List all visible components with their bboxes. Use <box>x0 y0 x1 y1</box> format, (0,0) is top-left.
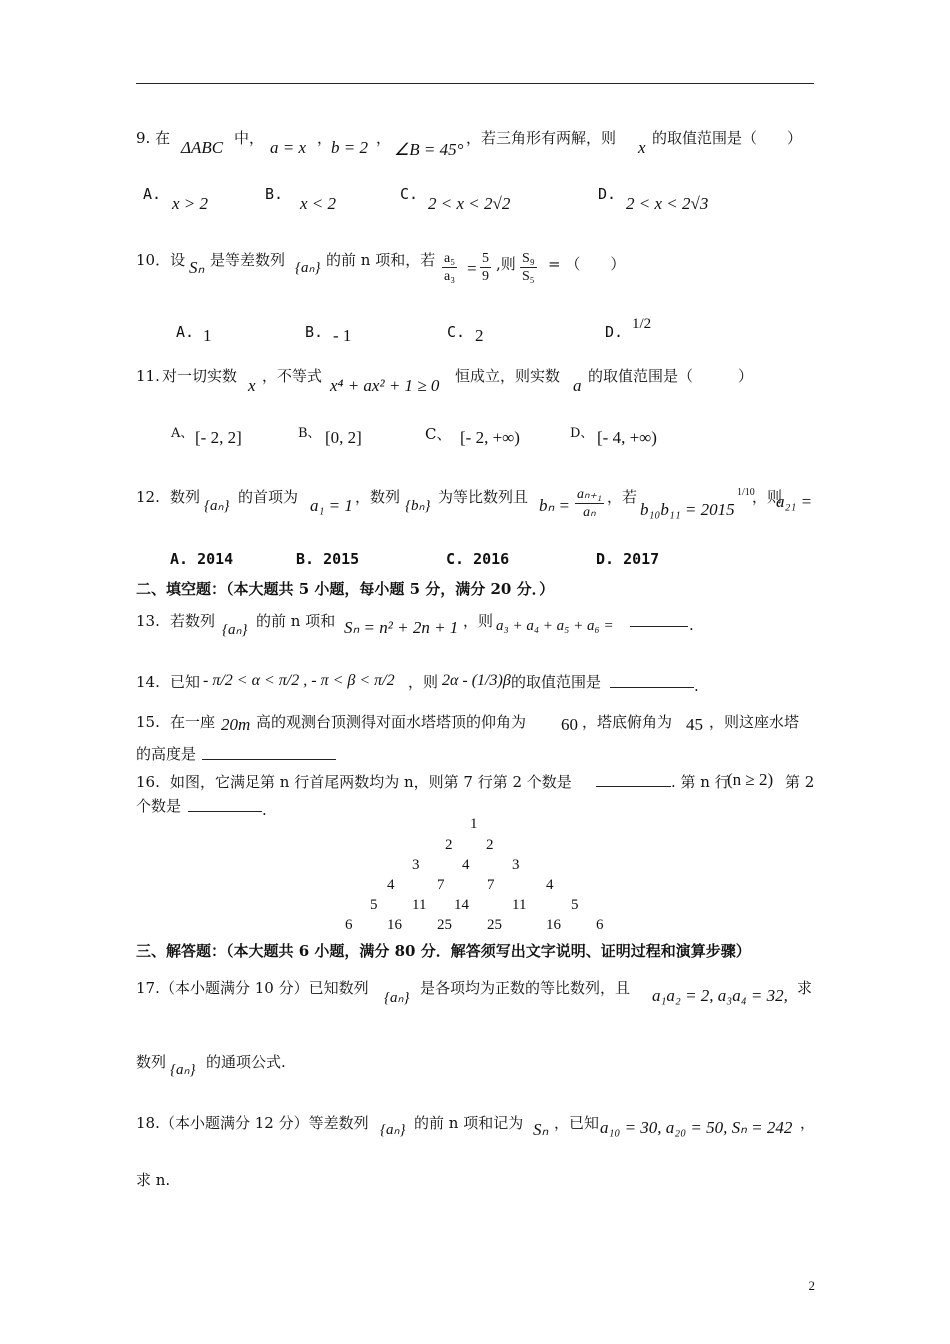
q12-option-c: C. 2016 <box>446 550 510 568</box>
q17-condition: a₁a₂ = 2, a₃a₄ = 32, <box>652 986 788 1005</box>
triangle-cell: 4 <box>462 857 470 873</box>
q11-option-b: [0, 2] <box>325 428 362 447</box>
q10-option-b-label: B. <box>305 323 324 341</box>
q9-option-b: x < 2 <box>300 194 337 213</box>
triangle-cell: 5 <box>571 897 579 913</box>
q9-option-c: 2 < x < 2√2 <box>428 194 511 213</box>
q16-number: 16. <box>136 773 160 791</box>
q17-seq: {aₙ} <box>384 990 410 1006</box>
q15-text-2: 高的观测台顶测得对面水塔塔顶的仰角为 <box>256 713 527 731</box>
triangle-cell: 11 <box>412 897 427 913</box>
q12-text-4: 为等比数列且 <box>438 488 529 506</box>
q12-text-2: 的首项为 <box>238 488 299 506</box>
q12-frac: $\frac{\text{aₙ₊₁}}{\text{aₙ}}$ <box>577 487 602 520</box>
q11-option-c: [- 2, +∞) <box>460 428 520 447</box>
q12-text-6: ，则 <box>752 488 783 506</box>
q11-text-3: 恒成立，则实数 <box>455 367 561 385</box>
q16-answer-blank-1[interactable] <box>596 772 671 787</box>
q15-text-5: 的高度是 <box>136 745 197 763</box>
q10-text-4: = （ ） <box>548 255 626 273</box>
q18-text-3: ，已知 <box>554 1114 600 1132</box>
q16-text-3: 第 2 <box>785 773 815 791</box>
q15-text-3: ，塔底俯角为 <box>582 713 673 731</box>
q17-seq2: {aₙ} <box>170 1062 196 1078</box>
section-2-heading: 二、填空题：（本大题共 5 小题，每小题 5 分，满分 20 分．） <box>136 580 555 598</box>
triangle-cell: 16 <box>546 917 561 933</box>
q18-sn: Sₙ <box>533 1120 549 1139</box>
q10-seq: {aₙ} <box>295 260 321 276</box>
triangle-cell: 3 <box>512 857 520 873</box>
q10-text-1: 是等差数列 <box>210 251 286 269</box>
q11-text-1: 对一切实数 <box>162 367 238 385</box>
q12-text-5: ，若 <box>607 488 638 506</box>
q12-option-b: B. 2015 <box>296 550 360 568</box>
q11-var2: a <box>573 376 582 395</box>
q14-answer-blank[interactable] <box>610 673 694 688</box>
q18-condition: a₁₀ = 30, a₂₀ = 50, Sₙ = 242 <box>600 1118 793 1137</box>
q14-text-2: ，则 <box>408 673 439 691</box>
q9-option-d-label: D. <box>598 185 617 203</box>
q11-option-a-label: A、 <box>171 426 194 441</box>
q10-frac-1: $\frac{\text{a₅}}{\text{a₃}}$ <box>444 251 456 284</box>
q11-text-2: ，不等式 <box>262 367 323 385</box>
q10-option-a: 1 <box>203 326 212 345</box>
q13-end: . <box>689 616 694 634</box>
q16-condition: (n ≥ 2) <box>727 770 774 789</box>
header-rule <box>136 83 814 84</box>
triangle-cell: 5 <box>370 897 378 913</box>
triangle-cell: 25 <box>487 917 502 933</box>
q12-option-a: A. 2014 <box>170 550 234 568</box>
q13-sn: Sₙ = n² + 2n + 1 <box>344 618 459 637</box>
q18-text-4: ， <box>800 1114 816 1132</box>
q9-option-a: x > 2 <box>172 194 209 213</box>
triangle-cell: 25 <box>437 917 452 933</box>
q9-option-c-label: C. <box>400 185 419 203</box>
q9-option-b-label: B. <box>265 185 284 203</box>
q9-cond-1: a = x <box>270 138 307 157</box>
triangle-cell: 4 <box>546 877 554 893</box>
q10-frac-2: $\frac{5}{9}$ <box>482 251 489 284</box>
q16-answer-blank-2[interactable] <box>188 797 262 812</box>
q18-number: 18. <box>136 1114 160 1132</box>
q9-text-3: ，若三角形有两解，则 <box>466 129 617 147</box>
q12-bn: bₙ = <box>539 496 570 515</box>
q10-eq: = <box>467 259 477 278</box>
q14-condition: - π/2 < α < π/2 , - π < β < π/2 <box>203 672 395 689</box>
q15-text-4: ，则这座水塔 <box>709 713 800 731</box>
q12-seq: {aₙ} <box>204 498 230 514</box>
q11-option-b-label: B、 <box>298 426 321 441</box>
triangle-cell: 16 <box>387 917 402 933</box>
q18-text-1: （本小题满分 12 分）等差数列 <box>160 1114 369 1132</box>
q13-text-1: 若数列 <box>170 612 216 630</box>
q14-number: 14. <box>136 673 160 691</box>
q10-option-d-label: D. <box>605 323 624 341</box>
q10-option-c: 2 <box>475 326 484 345</box>
q13-text-3: ，则 <box>463 612 494 630</box>
q10-sn: Sₙ <box>189 258 205 277</box>
q12-option-d: D. 2017 <box>596 550 660 568</box>
q12-exponent: 1/10 <box>737 487 755 498</box>
q10-option-a-label: A. <box>176 323 195 341</box>
q15-text-1: 在一座 <box>170 713 216 731</box>
triangle-cell: 3 <box>412 857 420 873</box>
q15-angle-2: 45 <box>686 715 703 734</box>
q9-cond-3: ∠B = 45° <box>394 140 464 159</box>
q16-text-1: 如图，它满足第 n 行首尾两数均为 n，则第 7 行第 2 个数是 <box>170 773 572 791</box>
q14-text-3: 的取值范围是 <box>511 673 602 691</box>
q9-text-2: 中， <box>234 129 265 147</box>
q14-end: . <box>694 677 699 695</box>
q13-text-2: 的前 n 项和 <box>256 612 336 630</box>
q10-option-b: - 1 <box>333 326 352 345</box>
triangle-cell: 1 <box>470 816 478 832</box>
q17-text-2: 是各项均为正数的等比数列，且 <box>420 979 631 997</box>
q10-text-2: 的前 n 项和，若 <box>326 251 436 269</box>
q11-option-a: [- 2, 2] <box>195 428 242 447</box>
q11-var: x <box>248 376 256 395</box>
q9-text-1: 在 <box>155 129 171 147</box>
q15-answer-blank[interactable] <box>202 745 336 760</box>
q12-text-3: ，数列 <box>355 488 401 506</box>
q15-number: 15. <box>136 713 160 731</box>
q13-expr: a₃ + a₄ + a₅ + a₆ = <box>496 618 614 634</box>
q12-number: 12. <box>136 488 160 506</box>
q10-option-d: 1/2 <box>632 316 652 332</box>
triangle-cell: 14 <box>454 897 469 913</box>
q14-text-1: 已知 <box>170 673 201 691</box>
q11-inequality: x⁴ + ax² + 1 ≥ 0 <box>330 376 440 395</box>
triangle-cell: 11 <box>512 897 527 913</box>
q12-text-1: 数列 <box>170 488 201 506</box>
q10-number: 10．设 <box>136 251 186 269</box>
q17-number: 17. <box>136 979 160 997</box>
q9-triangle: ΔABC <box>181 138 224 157</box>
q12-seq2: {bₙ} <box>405 498 431 514</box>
q15-angle-1: 60 <box>561 715 578 734</box>
q10-frac-3: $\frac{\text{S₉}}{\text{S₅}}$ <box>522 251 535 284</box>
q18-text-2: 的前 n 项和记为 <box>414 1114 524 1132</box>
q13-seq: {aₙ} <box>222 622 248 638</box>
q12-answer-expr: a₂₁ = <box>776 492 813 511</box>
q9-text-4: 的取值范围是（ ） <box>652 129 803 147</box>
q18-text-5: 求 n. <box>136 1171 171 1189</box>
q13-number: 13. <box>136 612 160 630</box>
q11-option-d: [- 4, +∞) <box>597 428 657 447</box>
q10-option-c-label: C. <box>447 323 466 341</box>
q17-text-5: 的通项公式. <box>206 1053 286 1071</box>
q12-cond-1: a₁ = 1 <box>310 496 353 515</box>
q9-number: 9. <box>136 129 151 147</box>
triangle-cell: 7 <box>437 877 445 893</box>
triangle-cell: 6 <box>596 917 604 933</box>
triangle-cell: 4 <box>387 877 395 893</box>
q14-expr: 2α - (1/3)β <box>442 672 511 689</box>
q9-var: x <box>638 138 646 157</box>
q17-text-1: （本小题满分 10 分）已知数列 <box>160 979 369 997</box>
q9-option-d: 2 < x < 2√3 <box>626 194 709 213</box>
q15-height: 20m <box>221 715 251 734</box>
q16-text-2: . 第 n 行 <box>671 773 730 791</box>
q12-cond-2: b₁₀b₁₁ = 2015 <box>640 500 735 519</box>
q11-option-d-label: D、 <box>570 426 594 441</box>
q16-end: . <box>262 801 267 819</box>
q17-text-4: 数列 <box>136 1053 167 1071</box>
section-3-heading: 三、解答题：（本大题共 6 小题，满分 80 分．解答须写出文字说明、证明过程和演算步骤） <box>136 942 751 960</box>
q16-text-4: 个数是 <box>136 797 182 815</box>
q18-seq: {aₙ} <box>380 1122 406 1138</box>
q11-number: 11. <box>136 367 160 385</box>
q11-option-c-label: C、 <box>425 425 452 443</box>
q13-answer-blank[interactable] <box>630 612 688 627</box>
q10-text-3: ,则 <box>496 255 516 273</box>
q17-text-3: 求 <box>797 979 813 997</box>
q9-line <box>136 128 170 148</box>
triangle-cell: 7 <box>487 877 495 893</box>
triangle-cell: 2 <box>445 837 453 853</box>
triangle-cell: 2 <box>486 837 494 853</box>
page-number: 2 <box>808 1278 815 1293</box>
q9-cond-2: b = 2 <box>331 138 368 157</box>
q9-option-a-label: A. <box>143 185 162 203</box>
triangle-cell: 6 <box>345 917 353 933</box>
q11-text-4: 的取值范围是（ ） <box>588 367 754 385</box>
